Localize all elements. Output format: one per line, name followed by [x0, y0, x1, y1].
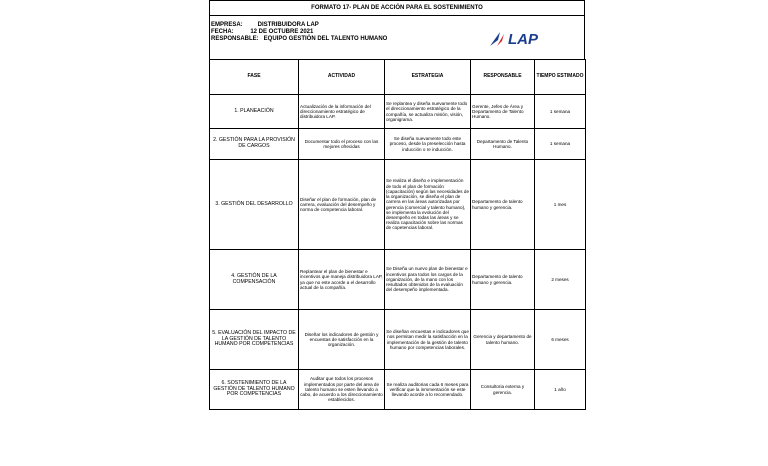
table-header-row [210, 60, 586, 95]
cell-responsable: Gerente, Jefes de Área y Departamento de Talento Humano. [471, 95, 535, 129]
lap-logo-text: LAP [508, 31, 538, 48]
sheet-header [209, 16, 585, 59]
cell-tiempo: 1 semana [535, 95, 586, 129]
cell-fase: 1. PLANEACIÓN [210, 95, 299, 129]
cell-tiempo: 1 año [535, 370, 586, 410]
table-row [210, 129, 586, 160]
cell-tiempo: 2 meses [535, 250, 586, 310]
cell-actividad: Actualización de la información del direccionamiento estratégico de distribuidora LAP. [299, 95, 385, 129]
cell-actividad: Documentar todo el proceso con las mejores ofrecidas [299, 129, 385, 160]
cell-responsable: Departamento de Talento Humano. [471, 129, 535, 160]
cell-actividad: Diseñar el plan de formación, plan de carrera, evaluación del desempeño y norma de competencia laboral. [299, 160, 385, 250]
cell-estrategia: Se diseñan encuestas e indicadores que nos permitan medir la satisfacción en la implementación de la gestión de talento humano por competencias laborales. [385, 310, 471, 370]
cell-tiempo: 6 meses [535, 310, 586, 370]
cell-estrategia: Se realiza auditorias cada 6 meses para verificar que la inmmentación se este llevando acorde a lo recomendado. [385, 370, 471, 410]
cell-estrategia: Se realiza el diseño e implementación de todo el plan de formación (capacitación) según las necesidades de la organización, se diseña el plan de carrera en las áreas autorizadas por gerencia (comercial y talento humano), se implementa la evolución del desempeño en todas las áreas y se realiza capacitación sobre las normas de copetencias laboral. [385, 160, 471, 250]
cell-actividad: Auditar que todos los procesos implementados por parte del area de talento humano se esten llevando a cabo, de acuerdo a los direccionamiento establecidos. [299, 370, 385, 410]
col-fase: FASE [210, 60, 299, 95]
empresa-line: EMPRESA: DISTRIBUIDORA LAP [211, 22, 319, 28]
col-tiempo: TIEMPO ESTIMADO [535, 60, 586, 95]
table-row [210, 310, 586, 370]
cell-estrategia: Se Diseña un nuevo plan de bienestar e incentivos para todos los cargos de la organización, de la mano con los resultados obtenidos de la evaluación del desempeño implementada. [385, 250, 471, 310]
action-plan-sheet [209, 0, 585, 410]
cell-actividad: Diseñar los indicadores de gestión y encuestas de satisfacción en la organización. [299, 310, 385, 370]
cell-responsable: Departamento de talento humano y gerencia. [471, 160, 535, 250]
cell-fase: 2. GESTIÓN PARA LA PROVISIÓN DE CARGOS [210, 129, 299, 160]
table-row [210, 160, 586, 250]
lap-logo-icon [488, 28, 552, 50]
responsable-line: RESPONSABLE: EQUIPO GESTIÓN DEL TALENTO HUMANO [211, 36, 388, 42]
cell-responsable: Gerencia y departamento de talento humano. [471, 310, 535, 370]
col-actividad: ACTIVIDAD [299, 60, 385, 95]
col-responsable: RESPONSABLE [471, 60, 535, 95]
table-row [210, 95, 586, 129]
cell-actividad: Replantear el plan de bienestar e incentivos que maneja distribuidora LAP, ya que no este acorde a el desarrollo actual de la compañía. [299, 250, 385, 310]
cell-tiempo: 1 mes [535, 160, 586, 250]
cell-fase: 5. EVALUACIÓN DEL IMPACTO DE LA GESTIÓN DE TALENTO HUMANO POR COMPETENCIAS [210, 310, 299, 370]
cell-fase: 6. SOSTENIMIENTO DE LA GESTIÓN DE TALENTO HUMANO POR COMPETENCIAS [210, 370, 299, 410]
cell-fase: 3. GESTIÓN DEL DESARROLLO [210, 160, 299, 250]
sheet-title: FORMATO 17- PLAN DE ACCIÓN PARA EL SOSTENIMIENTO [209, 0, 585, 16]
cell-tiempo: 1 semana [535, 129, 586, 160]
cell-responsable: Consultoria externa y gerencia. [471, 370, 535, 410]
cell-responsable: Departamento de talento humano y gerencia. [471, 250, 535, 310]
fecha-line: FECHA: 12 DE OCTUBRE 2021 [211, 29, 314, 35]
action-plan-table [209, 59, 586, 410]
table-row [210, 250, 586, 310]
col-estrategia: ESTRATEGIA [385, 60, 471, 95]
cell-estrategia: Se diseña nuevamente todo este proceso, desde la preselección hasta inducción o re inducción. [385, 129, 471, 160]
cell-estrategia: Se replantea y diseña nuevamente todo el direccionamiento estratégico de la compañía, se actualiza misión, visión, organigrama. [385, 95, 471, 129]
table-row [210, 370, 586, 410]
cell-fase: 4. GESTIÓN DE LA COMPENSACIÓN [210, 250, 299, 310]
